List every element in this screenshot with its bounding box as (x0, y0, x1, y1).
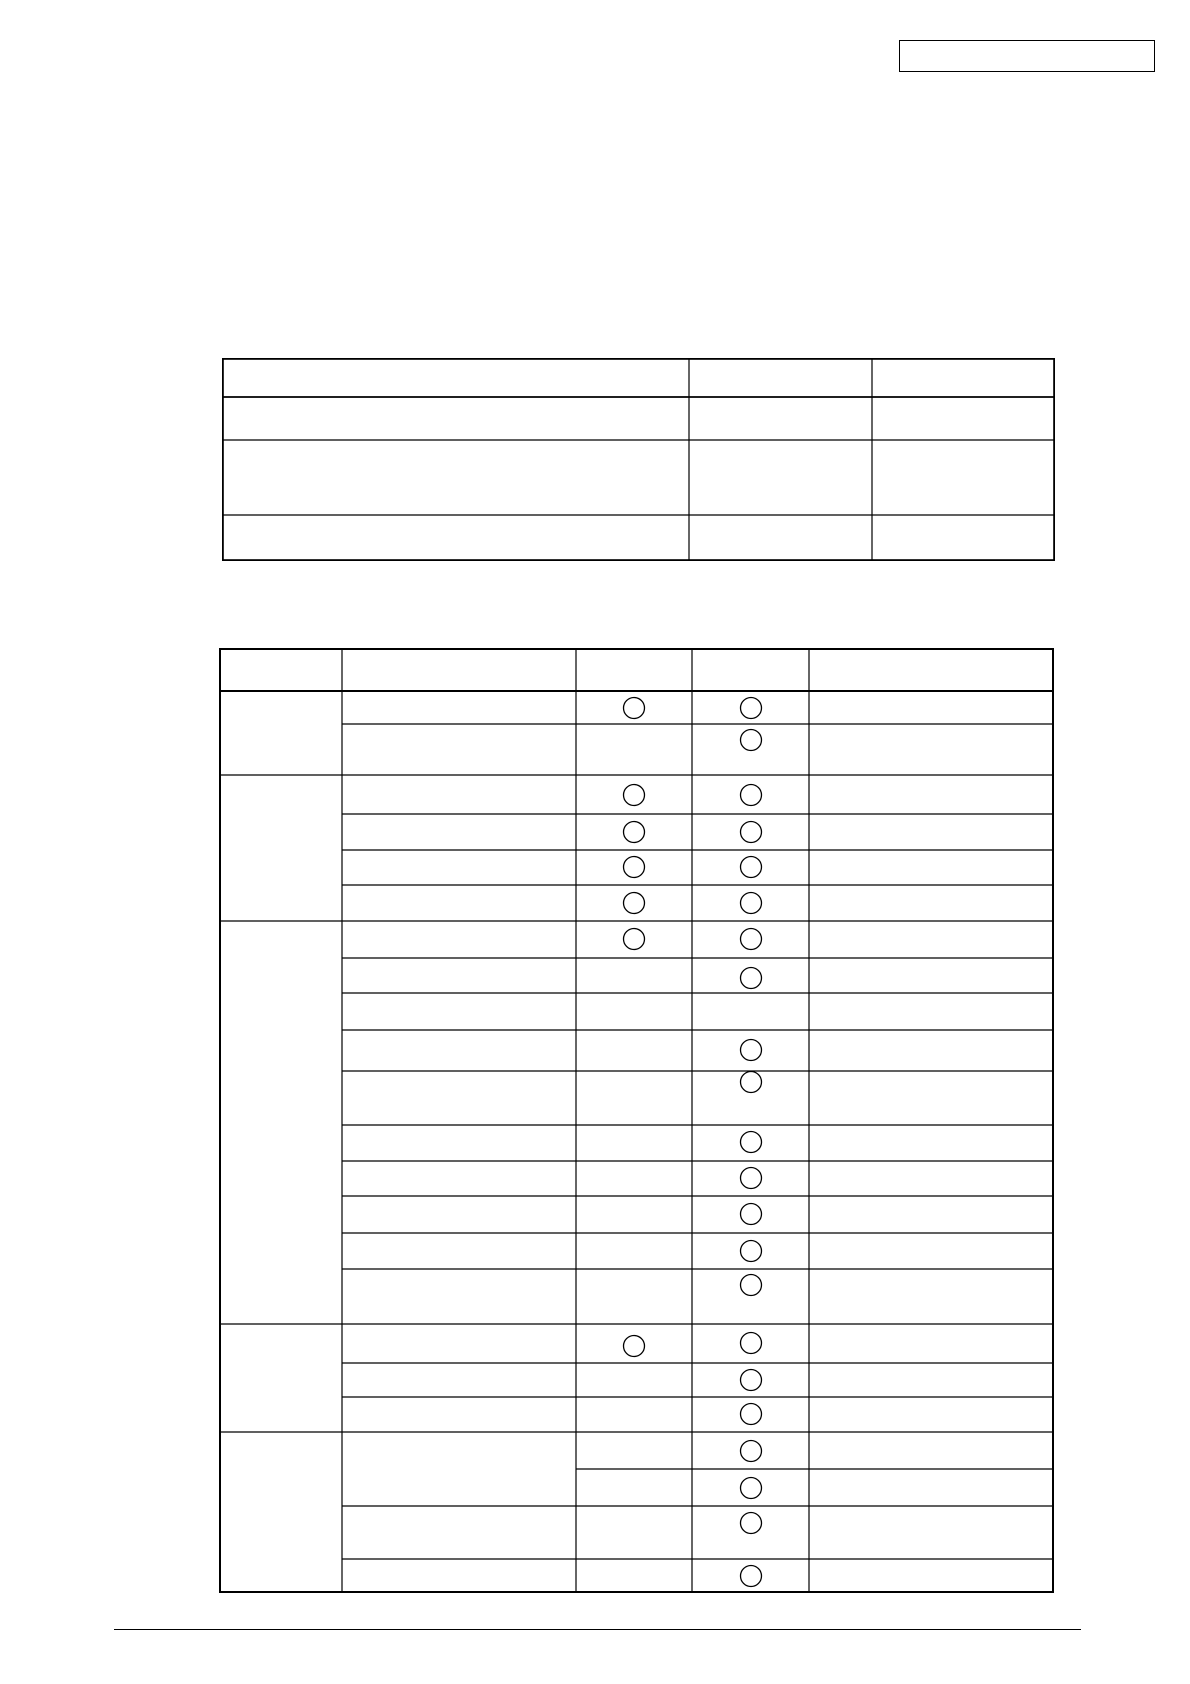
check-circle-icon (741, 929, 762, 950)
check-circle-icon (624, 929, 645, 950)
check-circle-icon (624, 822, 645, 843)
footer-rule (114, 1629, 1081, 1630)
check-circle-icon (741, 1404, 762, 1425)
check-circle-icon (741, 698, 762, 719)
check-circle-icon (741, 1513, 762, 1534)
check-circle-icon (741, 1441, 762, 1462)
check-circle-icon (741, 785, 762, 806)
document-number-box (899, 40, 1155, 72)
check-circle-icon (741, 1072, 762, 1093)
check-circle-icon (624, 893, 645, 914)
check-circle-icon (624, 1336, 645, 1357)
check-circle-icon (741, 1168, 762, 1189)
check-circle-icon (741, 1275, 762, 1296)
check-circle-icon (741, 1566, 762, 1587)
check-circle-icon (741, 1241, 762, 1262)
check-circle-icon (624, 785, 645, 806)
check-circle-icon (741, 1132, 762, 1153)
check-circle-icon (741, 857, 762, 878)
specification-table (222, 358, 1055, 561)
check-circle-icon (741, 968, 762, 989)
check-circle-icon (741, 893, 762, 914)
check-circle-icon (741, 1370, 762, 1391)
check-circle-icon (741, 822, 762, 843)
check-circle-icon (624, 698, 645, 719)
check-circle-icon (741, 730, 762, 751)
check-circle-icon (741, 1204, 762, 1225)
checklist-table (219, 648, 1054, 1593)
check-circle-icon (741, 1478, 762, 1499)
check-circle-icon (624, 857, 645, 878)
check-circle-icon (741, 1333, 762, 1354)
check-circle-icon (741, 1040, 762, 1061)
